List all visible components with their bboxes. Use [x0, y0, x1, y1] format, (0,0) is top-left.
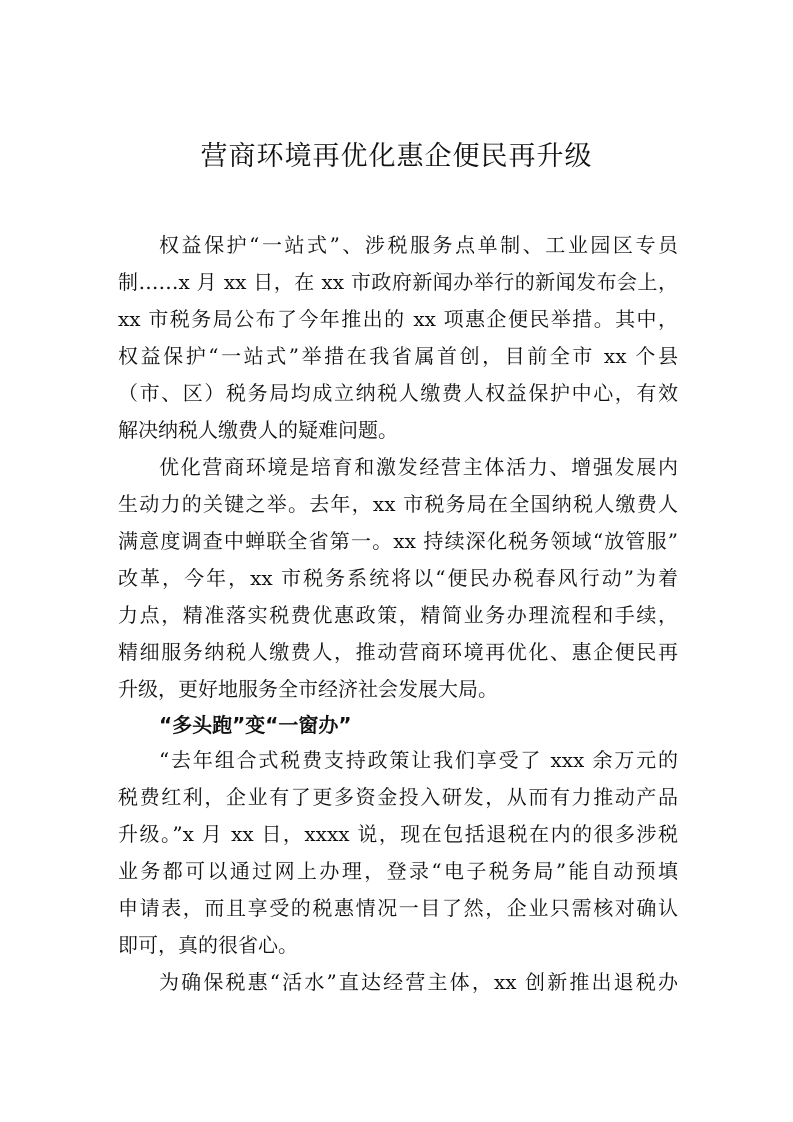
- paragraph-line: xx 市税务局公布了今年推出的 xx 项惠企便民举措。其中，: [118, 307, 678, 331]
- paragraph-line: 权益保护“一站式”、涉税服务点单制、工业园区专员: [159, 233, 678, 257]
- paragraph-line: 优化营商环境是培育和激发经营主体活力、增强发展内: [159, 455, 678, 479]
- paragraph-line: （市、区）税务局均成立纳税人缴费人权益保护中心，有效: [118, 381, 678, 405]
- paragraph-line: 解决纳税人缴费人的疑难问题。: [118, 418, 398, 442]
- paragraph-line: 满意度调查中蝉联全省第一。xx 持续深化税务领域“放管服”: [118, 529, 678, 553]
- heading-text: “多头跑”变“一窗办”: [159, 713, 352, 737]
- paragraph-line: 为确保税惠“活水”直达经营主体，xx 创新推出退税办: [159, 970, 678, 994]
- paragraph-line: “去年组合式税费支持政策让我们享受了 xxx 余万元的: [159, 748, 678, 772]
- paragraph-line: 权益保护“一站式”举措在我省属首创，目前全市 xx 个县: [118, 344, 678, 368]
- paragraph-line: 制……x 月 xx 日，在 xx 市政府新闻办举行的新闻发布会上，: [118, 270, 678, 294]
- paragraph: [118, 449, 678, 708]
- paragraph-line: 生动力的关键之举。去年，xx 市税务局在全国纳税人缴费人: [118, 492, 678, 516]
- paragraph-line: 业务都可以通过网上办理，登录“电子税务局”能自动预填: [118, 859, 678, 883]
- document-body: [118, 227, 678, 1001]
- paragraph-line: 升级，更好地服务全市经济社会发展大局。: [118, 677, 498, 701]
- paragraph-line: 即可，真的很省心。: [118, 933, 298, 957]
- paragraph-line: 改革，今年，xx 市税务系统将以“便民办税春风行动”为着: [118, 566, 678, 590]
- document-title: 营商环境再优化惠企便民再升级: [200, 141, 593, 172]
- paragraph: [118, 964, 678, 1001]
- section-heading: [118, 708, 678, 742]
- paragraph-line: 税费红利，企业有了更多资金投入研发，从而有力推动产品: [118, 785, 678, 809]
- paragraph-line: 申请表，而且享受的税惠情况一目了然，企业只需核对确认: [118, 896, 678, 920]
- paragraph-line: 精细服务纳税人缴费人，推动营商环境再优化、惠企便民再: [118, 640, 678, 664]
- paragraph-line: 升级。”x 月 xx 日，xxxx 说，现在包括退税在内的很多涉税: [118, 822, 678, 846]
- paragraph: [118, 742, 678, 964]
- paragraph-line: 力点，精准落实税费优惠政策，精简业务办理流程和手续，: [118, 603, 678, 627]
- paragraph: [118, 227, 678, 449]
